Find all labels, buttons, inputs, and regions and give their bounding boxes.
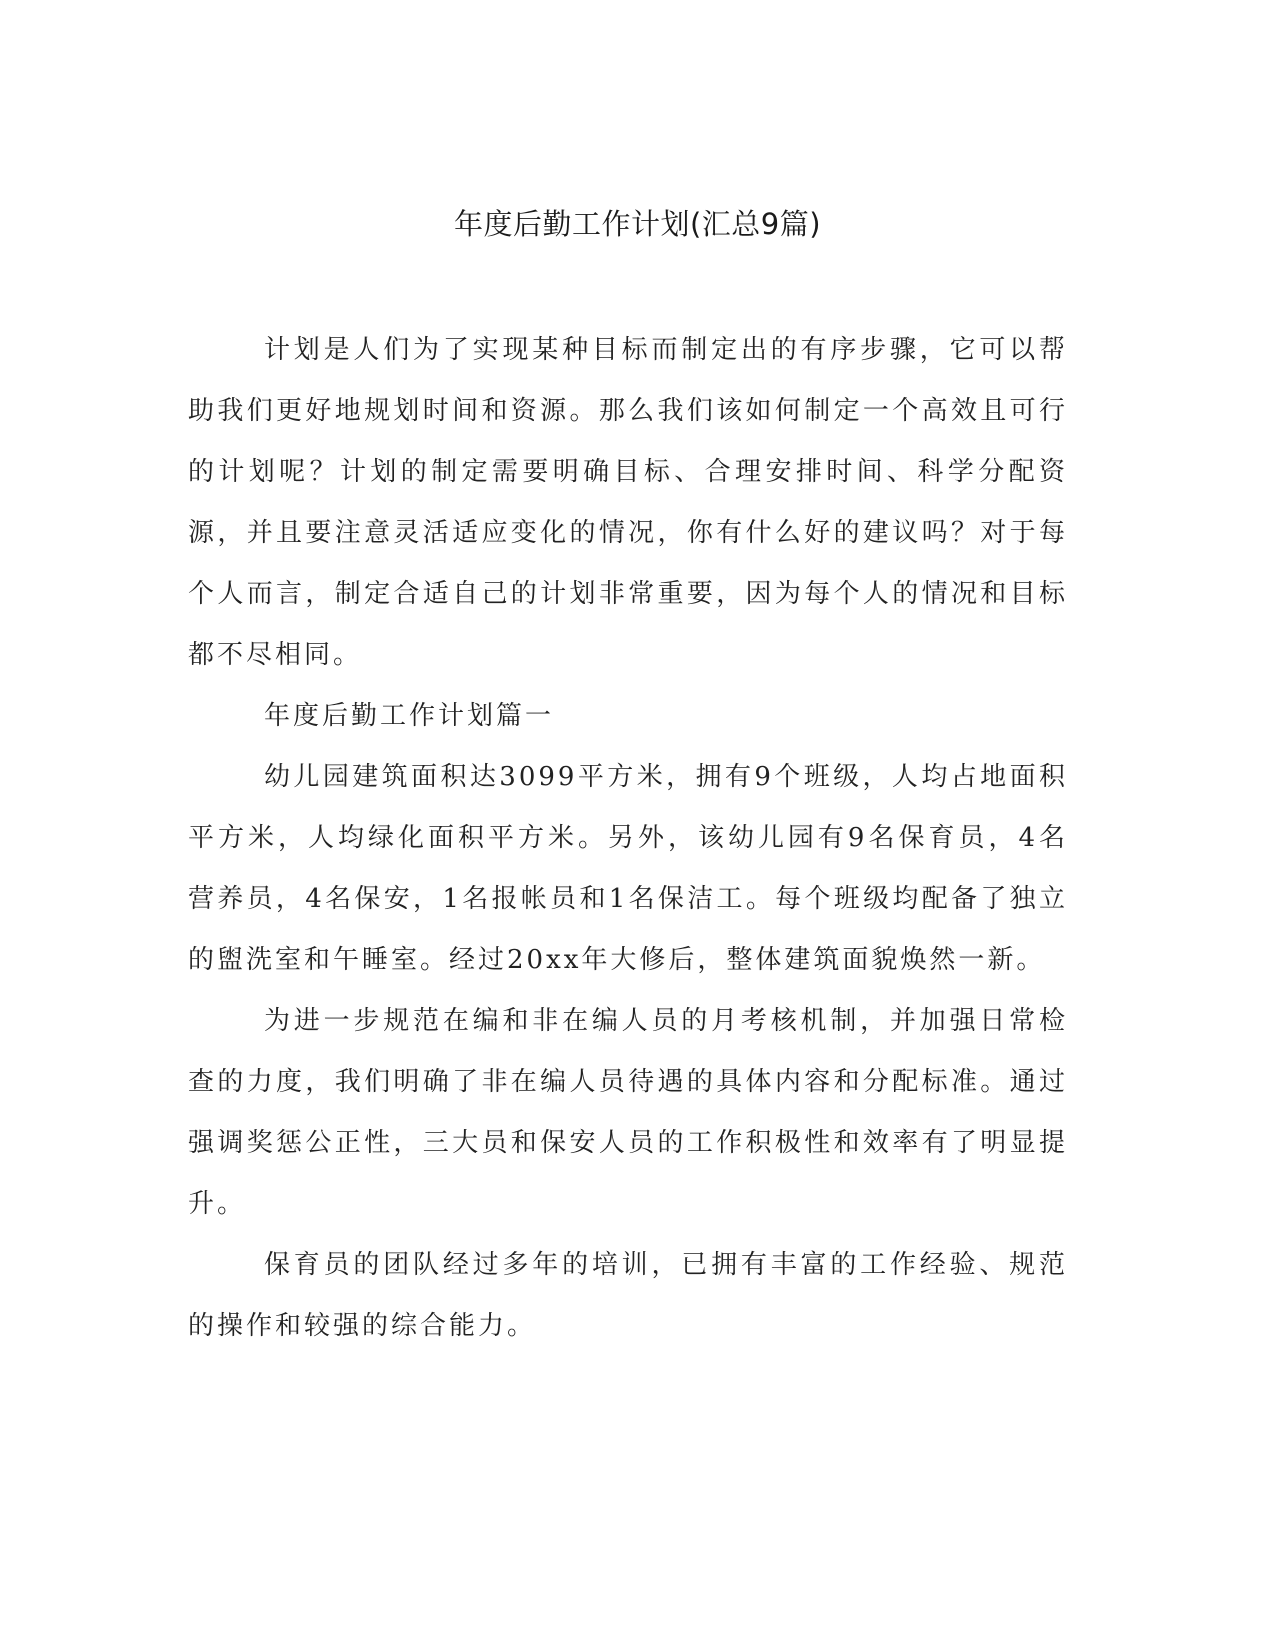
intro-paragraph: 计划是人们为了实现某种目标而制定出的有序步骤，它可以帮助我们更好地规划时间和资源。那么我们该如何制定一个高效且可行的计划呢？计划的制定需要明确目标、合理安排时间、科学分配资源，并且要注意灵活适应变化的情况，你有什么好的建议吗？对于每个人而言，制定合适自己的计划非常重要，因为每个人的情况和目标都不尽相同。 xyxy=(188,335,1068,670)
body-paragraph: 幼儿园建筑面积达3099平方米，拥有9个班级，人均占地面积平方米，人均绿化面积平方米。另外，该幼儿园有9名保育员，4名营养员，4名保安，1名报帐员和1名保洁工。每个班级均配备了独立的盥洗室和午睡室。经过20xx年大修后，整体建筑面貌焕然一新。 xyxy=(188,762,1068,975)
document-title: 年度后勤工作计划(汇总9篇) xyxy=(453,207,822,241)
body-paragraph: 保育员的团队经过多年的培训，已拥有丰富的工作经验、规范的操作和较强的综合能力。 xyxy=(188,1250,1068,1341)
section-heading: 年度后勤工作计划篇一 xyxy=(264,701,555,731)
body-paragraph: 为进一步规范在编和非在编人员的月考核机制，并加强日常检查的力度，我们明确了非在编人员待遇的具体内容和分配标准。通过强调奖惩公正性，三大员和保安人员的工作积极性和效率有了明显提升。 xyxy=(188,1006,1068,1219)
document-body xyxy=(188,320,1068,1357)
